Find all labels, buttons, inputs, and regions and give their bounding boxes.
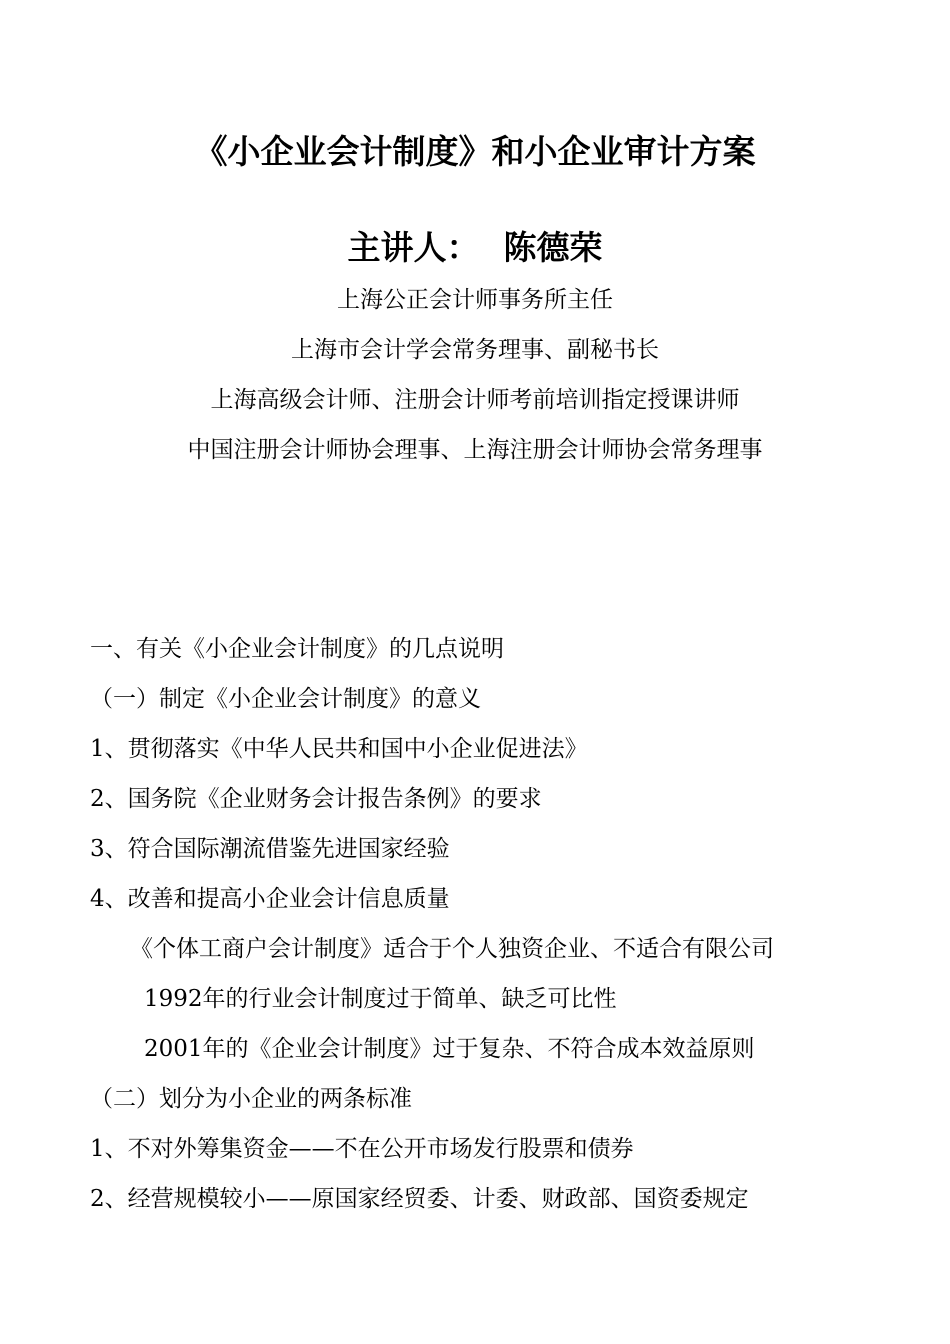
indented-note: 2001年的《企业会计制度》过于复杂、不符合成本效益原则 bbox=[144, 1036, 755, 1062]
subsection-heading: （一）制定《小企业会计制度》的意义 bbox=[90, 686, 481, 712]
credential-line: 上海市会计学会常务理事、副秘书长 bbox=[291, 337, 659, 363]
speaker-line bbox=[0, 226, 950, 270]
speaker-label: 主讲人： bbox=[347, 228, 480, 267]
list-item: 1、不对外筹集资金——不在公开市场发行股票和债券 bbox=[90, 1136, 634, 1162]
list-item: 1、贯彻落实《中华人民共和国中小企业促进法》 bbox=[90, 736, 588, 762]
credential-line: 中国注册会计师协会理事、上海注册会计师协会常务理事 bbox=[187, 437, 763, 463]
list-item: 2、经营规模较小——原国家经贸委、计委、财政部、国资委规定 bbox=[90, 1186, 749, 1212]
indented-note: 《个体工商户会计制度》适合于个人独资企业、不适合有限公司 bbox=[130, 936, 774, 962]
list-item: 2、国务院《企业财务会计报告条例》的要求 bbox=[90, 786, 542, 812]
credential-line: 上海高级会计师、注册会计师考前培训指定授课讲师 bbox=[210, 387, 740, 413]
list-item: 3、符合国际潮流借鉴先进国家经验 bbox=[90, 836, 450, 862]
list-item: 4、改善和提高小企业会计信息质量 bbox=[90, 886, 450, 912]
section-heading: 一、有关《小企业会计制度》的几点说明 bbox=[90, 636, 504, 662]
speaker-name: 陈德荣 bbox=[503, 228, 603, 267]
indented-note: 1992年的行业会计制度过于简单、缺乏可比性 bbox=[144, 986, 617, 1012]
document-title: 《小企业会计制度》和小企业审计方案 bbox=[194, 132, 756, 171]
subsection-heading: （二）划分为小企业的两条标准 bbox=[90, 1086, 412, 1112]
credential-line: 上海公正会计师事务所主任 bbox=[337, 287, 613, 313]
